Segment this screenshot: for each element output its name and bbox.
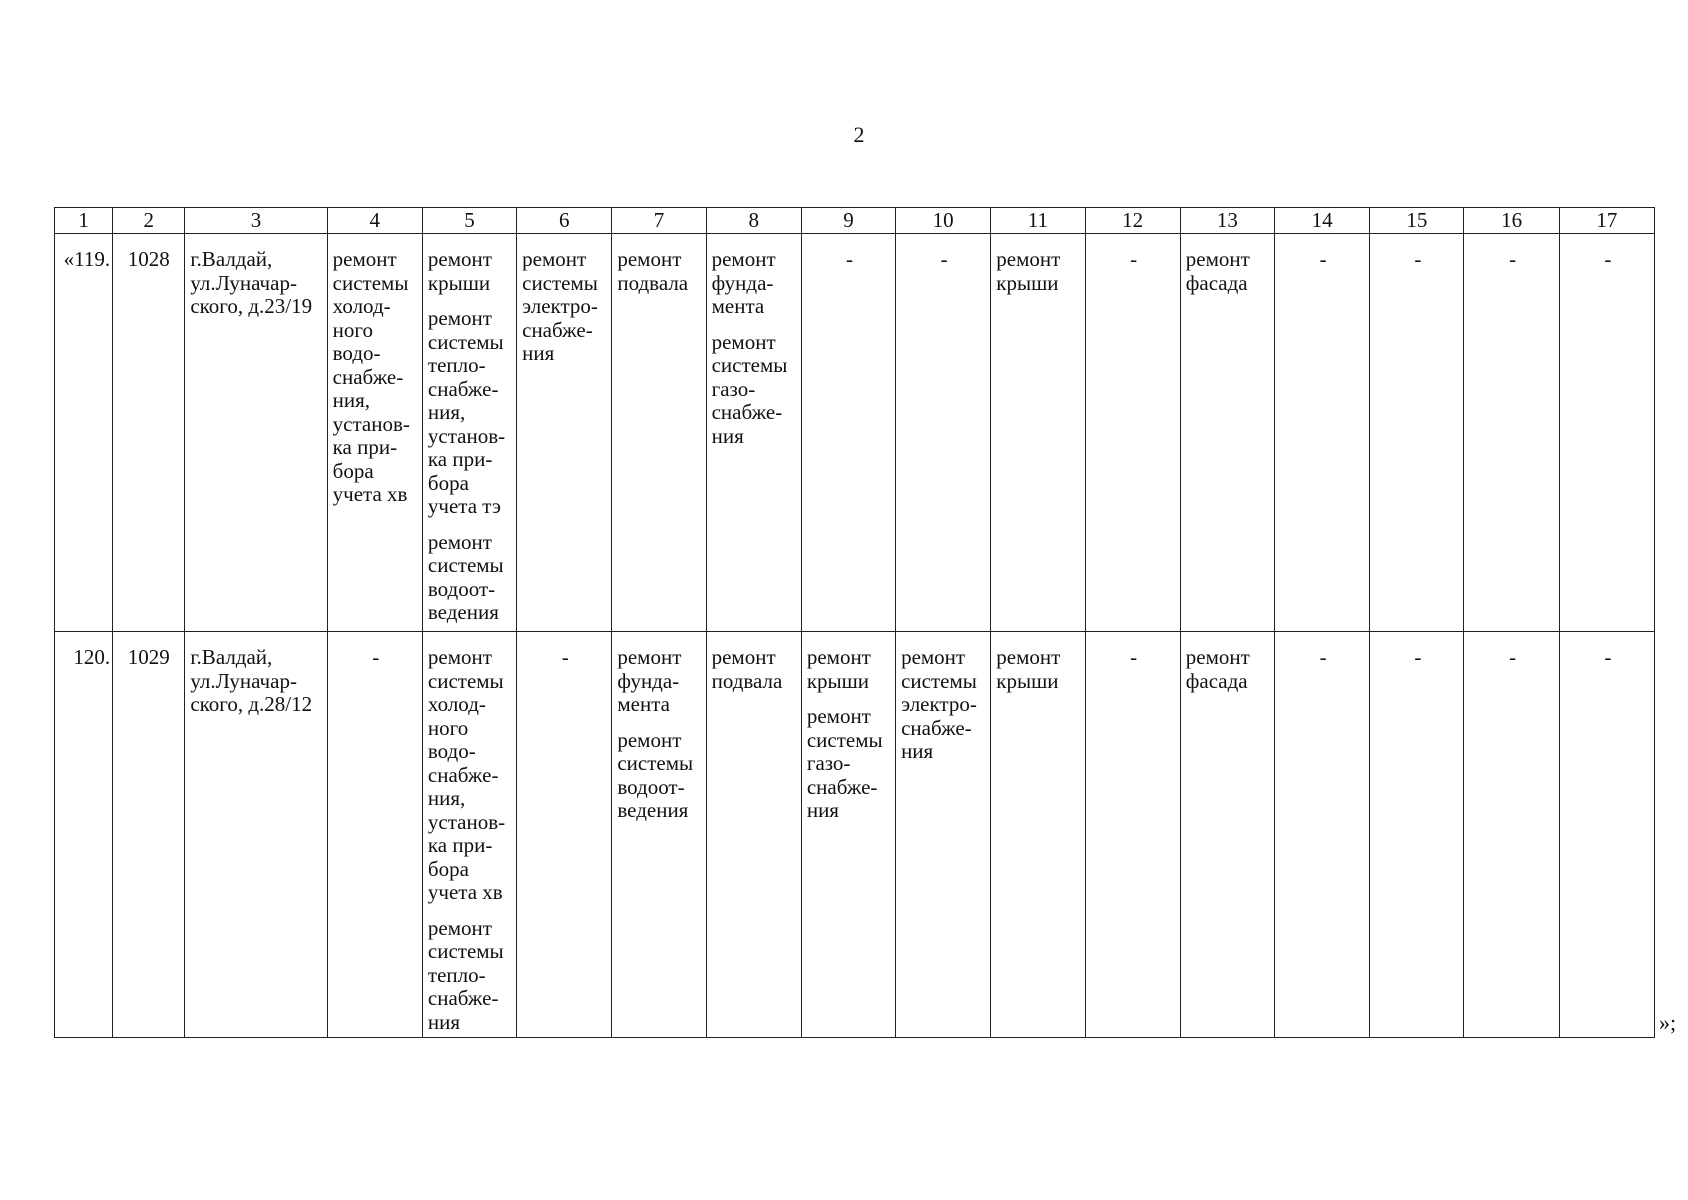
table-cell xyxy=(801,234,895,632)
column-number: 8 xyxy=(706,208,801,234)
cell-text: - xyxy=(561,645,569,669)
cell-text: ремонт системы тепло- снабже- ния xyxy=(427,915,504,1034)
column-number: 5 xyxy=(422,208,516,234)
table-cell xyxy=(1370,632,1464,1038)
column-number: 15 xyxy=(1370,208,1464,234)
table-cell xyxy=(517,234,612,632)
table-cell xyxy=(185,632,327,1038)
table-cell xyxy=(422,632,516,1038)
cell-text: ремонт крыши xyxy=(996,645,1061,693)
cell-text: - xyxy=(1604,645,1612,669)
cell-text: 1028 xyxy=(127,247,170,271)
cell-text: ремонт подвала xyxy=(617,247,689,295)
column-number: 11 xyxy=(991,208,1085,234)
table-cell xyxy=(1085,632,1180,1038)
cell-text: - xyxy=(1414,247,1422,271)
table-cell xyxy=(1559,632,1654,1038)
column-number: 1 xyxy=(55,208,113,234)
table-cell xyxy=(801,632,895,1038)
cell-text: - xyxy=(1130,645,1138,669)
cell-text: - xyxy=(1319,645,1327,669)
cell-text: - xyxy=(1130,247,1138,271)
cell-text: ремонт системы водоот- ведения xyxy=(427,529,504,624)
closing-quote-mark: »; xyxy=(1659,1010,1677,1035)
table-cell xyxy=(327,632,422,1038)
column-number-header-row xyxy=(55,208,1655,234)
column-number: 3 xyxy=(185,208,327,234)
cell-text: - xyxy=(1509,645,1517,669)
table-cell xyxy=(1085,234,1180,632)
table-row xyxy=(55,632,1655,1038)
repair-schedule-table xyxy=(54,207,1655,1038)
cell-text: ремонт фунда- мента xyxy=(711,247,776,318)
table-cell xyxy=(991,234,1085,632)
table-cell xyxy=(896,632,991,1038)
cell-text: 1029 xyxy=(127,645,170,669)
cell-text: - xyxy=(372,645,380,669)
column-number: 12 xyxy=(1085,208,1180,234)
table-cell xyxy=(1180,234,1274,632)
cell-text: ремонт системы холод- ного водо- снабже- ния, установ- ка при- бора учета хв xyxy=(332,247,410,506)
table-cell xyxy=(1464,632,1559,1038)
cell-text: - xyxy=(940,247,948,271)
table-cell xyxy=(1559,234,1654,632)
table-cell xyxy=(612,632,706,1038)
table-cell xyxy=(706,234,801,632)
cell-text: ремонт фунда- мента xyxy=(617,645,682,716)
table-cell xyxy=(327,234,422,632)
table-cell xyxy=(55,632,113,1038)
table-cell xyxy=(113,632,185,1038)
cell-text: ремонт системы водоот- ведения xyxy=(617,727,694,822)
cell-text: ремонт системы электро- снабже- ния xyxy=(901,645,977,763)
table-cell xyxy=(517,632,612,1038)
column-number: 9 xyxy=(801,208,895,234)
column-number: 4 xyxy=(327,208,422,234)
column-number: 16 xyxy=(1464,208,1559,234)
cell-text: - xyxy=(1509,247,1517,271)
table-cell xyxy=(185,234,327,632)
table-cell xyxy=(991,632,1085,1038)
cell-text: - xyxy=(845,247,853,271)
table-cell xyxy=(55,234,113,632)
cell-text: ремонт фасада xyxy=(1185,247,1250,295)
column-number: 10 xyxy=(896,208,991,234)
cell-text: ремонт системы холод- ного водо- снабже- ния, установ- ка при- бора учета хв xyxy=(427,645,506,904)
column-number: 2 xyxy=(113,208,185,234)
cell-text: ремонт системы электро- снабже- ния xyxy=(522,247,598,365)
column-number: 14 xyxy=(1275,208,1370,234)
table-cell xyxy=(422,234,516,632)
cell-text: ремонт системы газо- снабже- ния xyxy=(806,704,883,822)
table-cell xyxy=(706,632,801,1038)
table-cell xyxy=(1275,632,1370,1038)
cell-text: г.Валдай, ул.Луначар- ского, д.28/12 xyxy=(190,645,313,716)
cell-text: «119. xyxy=(63,247,111,271)
cell-text: г.Валдай, ул.Луначар- ского, д.23/19 xyxy=(190,247,313,318)
table-cell xyxy=(1180,632,1274,1038)
column-number: 17 xyxy=(1559,208,1654,234)
cell-text: 120. xyxy=(73,645,111,669)
table-cell xyxy=(896,234,991,632)
cell-text: - xyxy=(1604,247,1612,271)
table-cell xyxy=(612,234,706,632)
cell-text: ремонт крыши xyxy=(427,247,492,295)
column-number: 7 xyxy=(612,208,706,234)
cell-text: ремонт системы тепло- снабже- ния, установ- ка при- бора учета тэ xyxy=(427,306,506,518)
table-cell xyxy=(113,234,185,632)
table-row xyxy=(55,234,1655,632)
table-cell xyxy=(1275,234,1370,632)
cell-text: ремонт фасада xyxy=(1185,645,1250,693)
cell-text: - xyxy=(1319,247,1327,271)
cell-text: ремонт крыши xyxy=(806,645,871,693)
cell-text: ремонт подвала xyxy=(711,645,783,693)
page-number: 2 xyxy=(853,122,865,147)
table-cell xyxy=(1370,234,1464,632)
table-cell xyxy=(1464,234,1559,632)
column-number: 6 xyxy=(517,208,612,234)
cell-text: - xyxy=(1414,645,1422,669)
column-number: 13 xyxy=(1180,208,1274,234)
cell-text: ремонт крыши xyxy=(996,247,1061,295)
cell-text: ремонт системы газо- снабже- ния xyxy=(711,329,788,448)
